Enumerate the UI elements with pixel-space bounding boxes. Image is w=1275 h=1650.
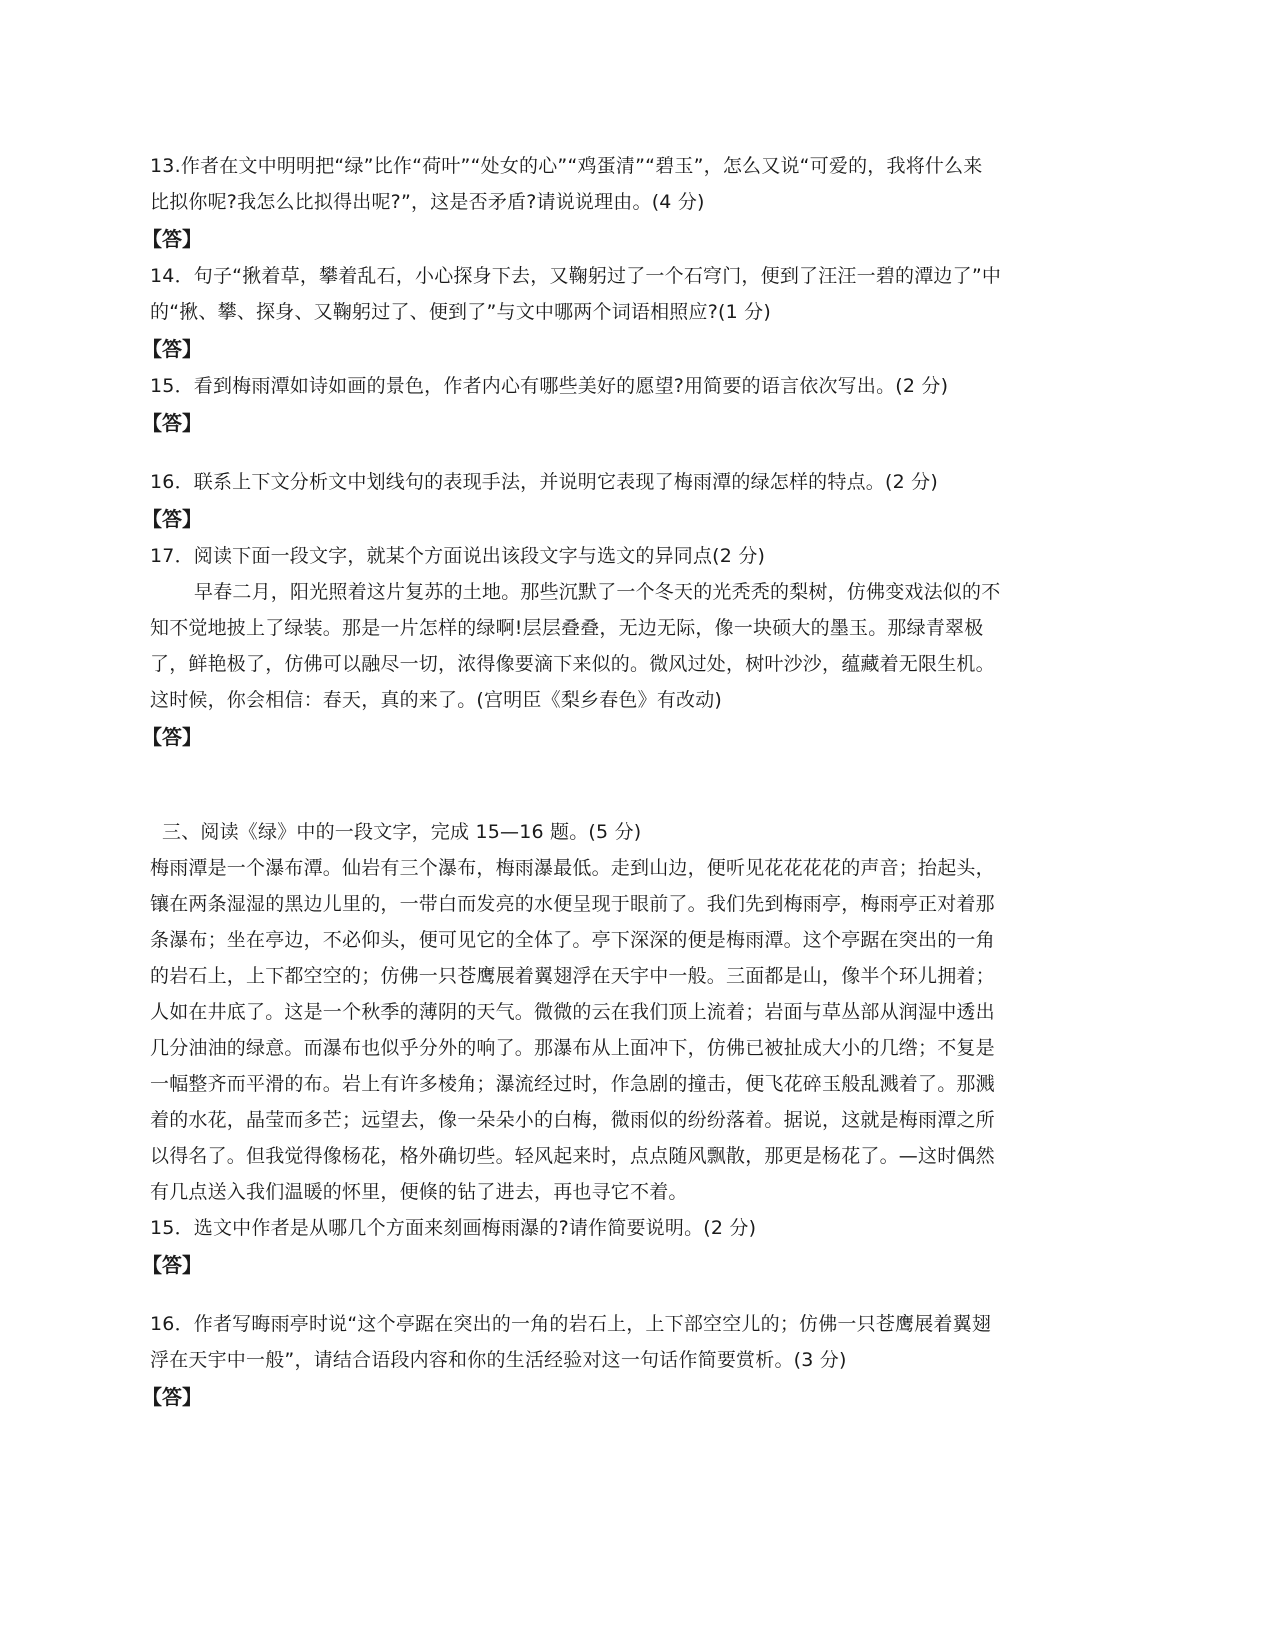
question-text-line: 16．联系上下文分析文中划线句的表现手法，并说明它表现了梅雨潭的绿怎样的特点。(2 分) (150, 471, 938, 493)
question-15-section-3 (142, 1210, 1130, 1284)
question-14 (142, 258, 1130, 368)
question-text-line: 13.作者在文中明明把“绿”比作“荷叶”“处女的心”“鸡蛋清”“碧玉”，怎么又说“可爱的，我将什么来 (150, 155, 983, 177)
answer-label: 【答】 (142, 227, 202, 251)
question-text-line: 15．看到梅雨潭如诗如画的景色，作者内心有哪些美好的愿望?用简要的语言依次写出。(2 分) (150, 375, 949, 397)
answer-label: 【答】 (142, 507, 202, 531)
question-text-line: 16．作者写晦雨亭时说“这个亭踞在突出的一角的岩石上，上下部空空儿的；仿佛一只苍鹰展着翼翅 (150, 1313, 992, 1335)
passage-line: 早春二月，阳光照着这片复苏的土地。那些沉默了一个冬天的光秃秃的梨树，仿佛变戏法似的不 (194, 581, 1001, 603)
passage-line: 这时候，你会相信：春天，真的来了。(宫明臣《梨乡春色》有改动) (150, 689, 723, 711)
answer-label: 【答】 (142, 1253, 202, 1277)
question-text-line: 14．句子“揪着草，攀着乱石，小心探身下去，又鞠躬过了一个石穹门，便到了汪汪一碧的潭边了”中 (150, 265, 1002, 287)
passage-line: 人如在井底了。这是一个秋季的薄阴的天气。微微的云在我们顶上流着；岩面与草丛部从润湿中透出 (150, 1001, 995, 1023)
question-16 (142, 464, 1130, 538)
section-heading: 三、阅读《绿》中的一段文字，完成 15—16 题。(5 分) (162, 821, 642, 843)
passage-line: 了，鲜艳极了，仿佛可以融尽一切，浓得像要滴下来似的。微风过处，树叶沙沙，蕴藏着无限生机。 (150, 653, 995, 675)
spacer (150, 756, 1130, 814)
passage-line: 镶在两条湿湿的黑边儿里的，一带白而发亮的水便呈现于眼前了。我们先到梅雨亭，梅雨亭正对着那 (150, 893, 995, 915)
passage-line: 一幅整齐而平滑的布。岩上有许多棱角；瀑流经过时，作急剧的撞击，便飞花碎玉般乱溅着了。那溅 (150, 1073, 995, 1095)
passage-line: 知不觉地披上了绿装。那是一片怎样的绿啊!层层叠叠，无边无际，像一块硕大的墨玉。那绿青翠极 (150, 617, 984, 639)
question-text-line: 17．阅读下面一段文字，就某个方面说出该段文字与选文的异同点(2 分) (150, 545, 766, 567)
question-15 (142, 368, 1130, 442)
passage-line: 以得名了。但我觉得像杨花，格外确切些。轻风起来时，点点随风飘散，那更是杨花了。—这时偶然 (150, 1145, 995, 1167)
reading-passage (150, 850, 1130, 1210)
question-text-line: 15．选文中作者是从哪几个方面来刻画梅雨瀑的?请作简要说明。(2 分) (150, 1217, 757, 1239)
worksheet-page (142, 148, 1130, 1416)
question-text-line: 的“揪、攀、探身、又鞠躬过了、便到了”与文中哪两个词语相照应?(1 分) (150, 301, 771, 323)
spacer (150, 442, 1130, 464)
answer-label: 【答】 (142, 411, 202, 435)
passage-line: 梅雨潭是一个瀑布潭。仙岩有三个瀑布，梅雨瀑最低。走到山边，便听见花花花花的声音；抬起头， (150, 857, 995, 879)
question-text-line: 浮在天宇中一般”，请结合语段内容和你的生活经验对这一句话作简要赏析。(3 分) (150, 1349, 847, 1371)
passage-line: 的岩石上，上下都空空的；仿佛一只苍鹰展着翼翅浮在天宇中一般。三面都是山，像半个环儿拥着； (150, 965, 995, 987)
question-17 (142, 538, 1130, 756)
passage-line: 条瀑布；坐在亭边，不必仰头，便可见它的全体了。亭下深深的便是梅雨潭。这个亭踞在突出的一角 (150, 929, 995, 951)
passage-line: 几分油油的绿意。而瀑布也似乎分外的响了。那瀑布从上面冲下，仿佛已被扯成大小的几绺；不复是 (150, 1037, 995, 1059)
passage-line: 有几点送入我们温暖的怀里，便倏的钻了进去，再也寻它不着。 (150, 1181, 688, 1203)
passage-line: 着的水花，晶莹而多芒；远望去，像一朵朵小的白梅，微雨似的纷纷落着。据说，这就是梅雨潭之所 (150, 1109, 995, 1131)
question-13 (142, 148, 1130, 258)
section-3 (150, 814, 1130, 1210)
question-16-section-3 (142, 1306, 1130, 1416)
answer-label: 【答】 (142, 337, 202, 361)
answer-label: 【答】 (142, 725, 202, 749)
reading-passage (150, 574, 1130, 718)
answer-label: 【答】 (142, 1385, 202, 1409)
spacer (150, 1284, 1130, 1306)
question-text-line: 比拟你呢?我怎么比拟得出呢?”，这是否矛盾?请说说理由。(4 分) (150, 191, 705, 213)
